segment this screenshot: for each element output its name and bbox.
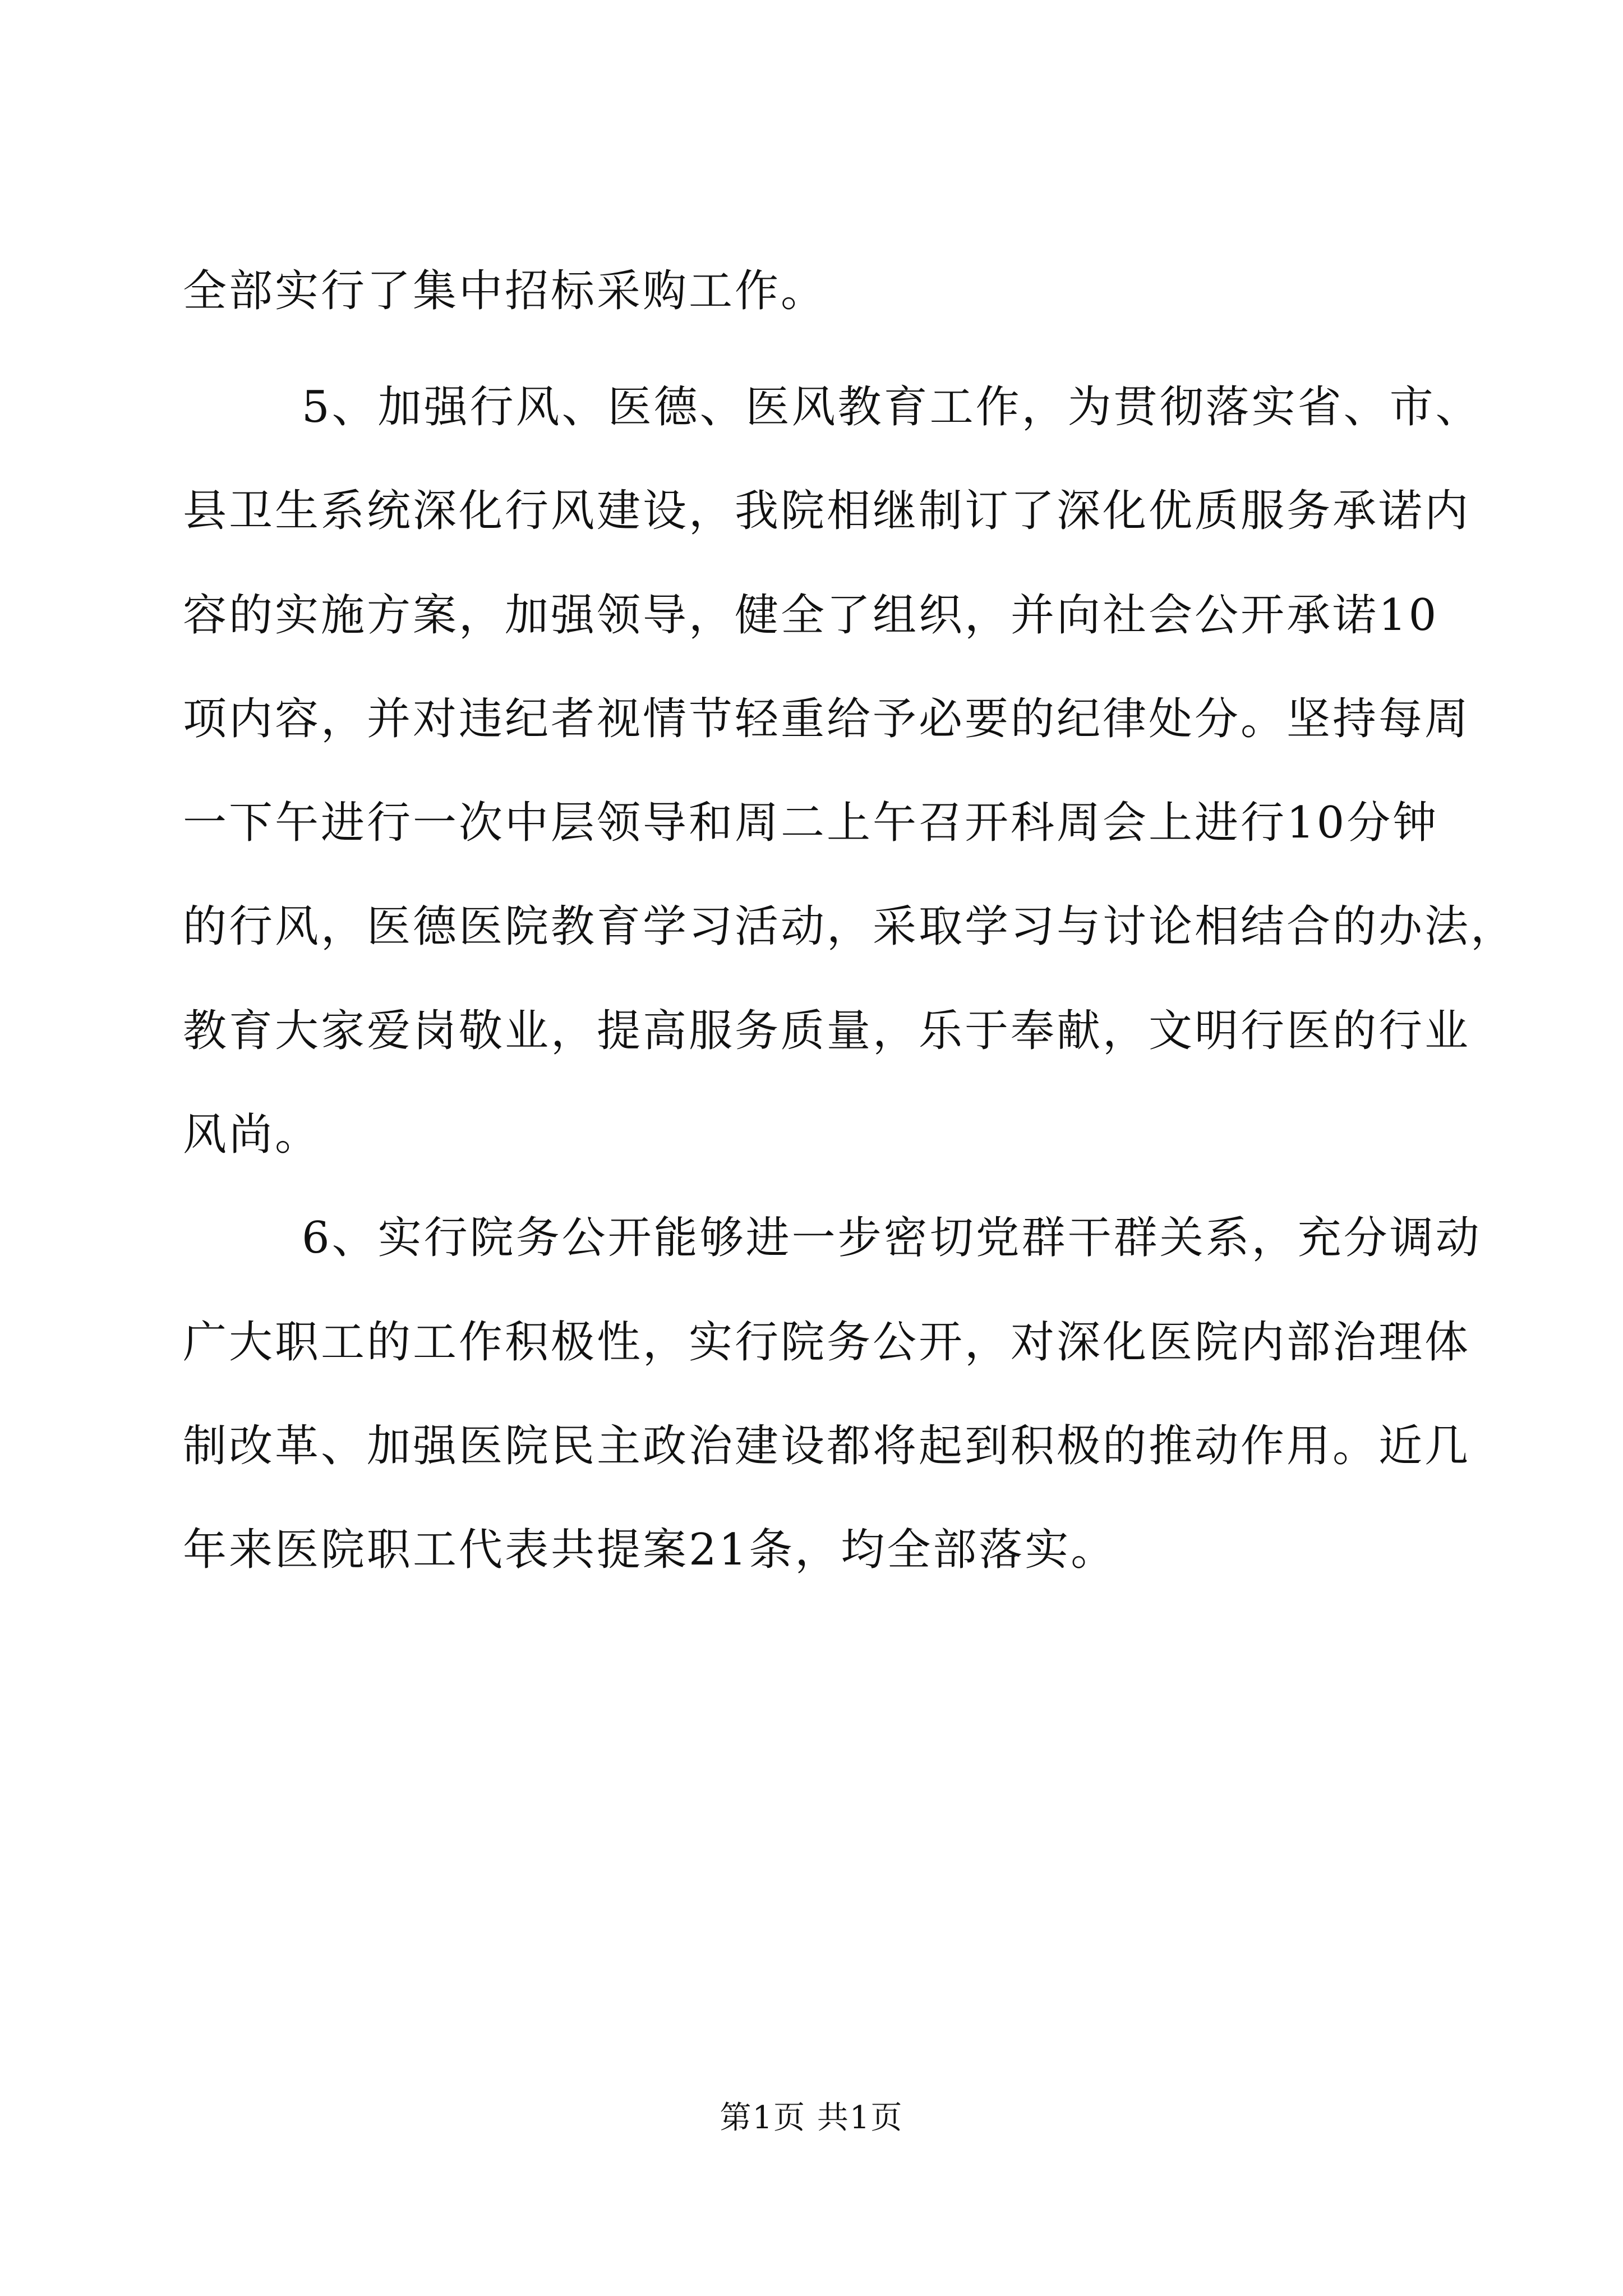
paragraph-line: 教育大家爱岗敬业，提高服务质量，乐于奉献，文明行医的行业	[183, 1006, 1471, 1056]
paragraph-line: 年来医院职工代表共提案21条，均全部落实。	[183, 1525, 1117, 1575]
paragraph-line: 县卫生系统深化行风建设，我院相继制订了深化优质服务承诺内	[183, 486, 1471, 536]
paragraph-line: 风尚。	[183, 1110, 321, 1160]
paragraph-line: 一下午进行一次中层领导和周二上午召开科周会上进行10分钟	[183, 798, 1439, 848]
paragraph-line: 6、实行院务公开能够进一步密切党群干群关系，充分调动	[302, 1213, 1482, 1263]
paragraph-line: 5、加强行风、医德、医风教育工作，为贯彻落实省、市、	[302, 382, 1482, 432]
paragraph-line: 容的实施方案，加强领导，健全了组织，并向社会公开承诺10	[183, 590, 1439, 641]
paragraph-line: 项内容，并对违纪者视情节轻重给予必要的纪律处分。坚持每周	[183, 694, 1471, 744]
paragraph-line: 的行风，医德医院教育学习活动，采取学习与讨论相结合的办法，	[183, 901, 1517, 952]
paragraph-line: 制改革、加强医院民主政治建设都将起到积极的推动作用。近几	[183, 1421, 1471, 1471]
paragraph-line: 广大职工的工作积极性，实行院务公开，对深化医院内部治理体	[183, 1317, 1471, 1368]
paragraph-line: 全部实行了集中招标采购工作。	[183, 266, 827, 316]
page-number-footer: 第1页 共1页	[720, 2100, 903, 2136]
